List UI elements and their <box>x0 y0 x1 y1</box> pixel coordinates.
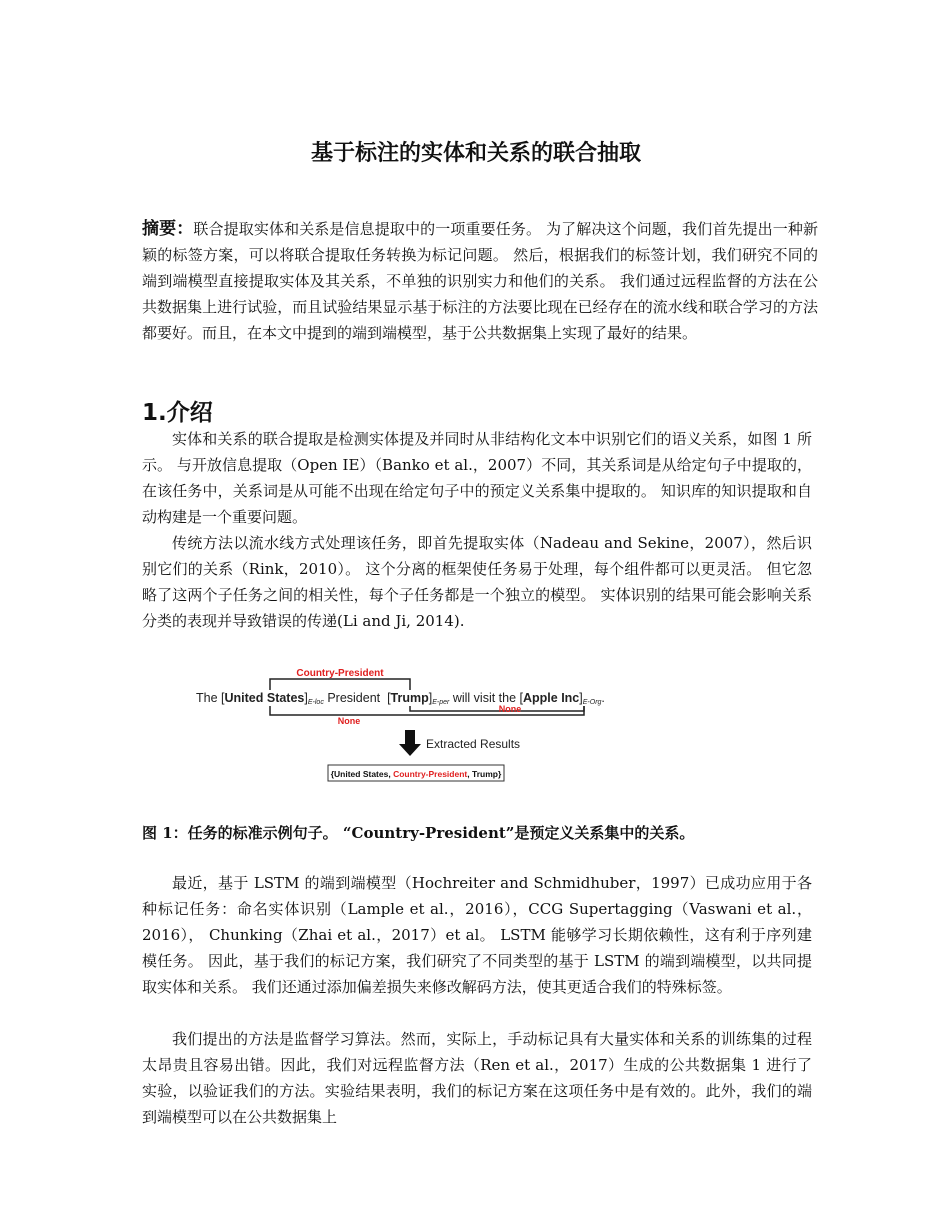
none-label-1: None <box>337 716 361 726</box>
none-label-2: None <box>498 704 522 714</box>
page-title: 基于标注的实体和关系的联合抽取 <box>310 141 641 166</box>
arrow-label: Extracted Results <box>426 737 521 751</box>
paragraph-3: 最近，基于 LSTM 的端到端模型（Hochreiter and Schmidhuber，1997）已成功应用于各种标记任务：命名实体识别（Lample et al.，2016），CCG Supertagging（Vaswani et al.，2016）， Chunking（Zhai et al.，2017）et al。 LSTM 能够学习长期依赖性，这有利于序列建模任务。 因此，基于我们的标记方案，我们研究了不同类型的基于 LSTM 的端到端模型，以共同提取实体和关系。 我们还通过添加偏差损失来修改解码方法，使其更适合我们的特殊标签。 <box>142 874 812 996</box>
relation-label: Country-President <box>296 668 384 679</box>
down-arrow-icon <box>399 730 421 756</box>
extracted-result: {United States, Country-President, Trump} <box>330 769 502 779</box>
paragraph-4: 我们提出的方法是监督学习算法。然而，实际上，手动标记具有大量实体和关系的训练集的过程太昂贵且容易出错。因此，我们对远程监督方法（Ren et al.，2017）生成的公共数据集 1 进行了实验，以验证我们的方法。实验结果表明，我们的标记方案在这项任务中是有效的。此外，我们的端到端模型可以在公共数据集上 <box>142 1030 812 1126</box>
figure-caption: 图 1：任务的标准示例句子。 “Country-President”是预定义关系集中的关系。 <box>142 824 695 842</box>
figure-svg <box>192 664 652 784</box>
abstract-text: 联合提取实体和关系是信息提取中的一项重要任务。 为了解决这个问题，我们首先提出一种新颖的标签方案，可以将联合提取任务转换为标记问题。 然后，根据我们的标签计划，我们研究不同的端到端模型直接提取实体及其关系，不单独的识别实力和他们的关系。 我们通过远程监督的方法在公共数据集上进行试验，而且试验结果显示基于标注的方法要比现在已经存在的流水线和联合学习的方法都要好。而且，在本文中提到的端到端模型，基于公共数据集上实现了最好的结果。 <box>142 220 818 342</box>
paragraph-2: 传统方法以流水线方式处理该任务，即首先提取实体（Nadeau and Sekine，2007），然后识别它们的关系（Rink，2010）。 这个分离的框架使任务易于处理，每个组件都可以更灵活。 但它忽略了这两个子任务之间的相关性，每个子任务都是一个独立的模型。 实体识别的结果可能会影响关系分类的表现并导致错误的传递(Li and Ji, 2014). <box>142 534 812 630</box>
figure-1 <box>192 664 652 784</box>
example-sentence: The [United States]E-loc President [Trump]E-per will visit the [Apple Inc]E-Org. <box>196 691 605 706</box>
abstract-label: 摘要： <box>142 219 194 239</box>
paragraph-1: 实体和关系的联合提取是检测实体提及并同时从非结构化文本中识别它们的语义关系，如图 1 所示。 与开放信息提取（Open IE）（Banko et al.，2007）不同，其关系词是从给定句子中提取的，在该任务中，关系词是从可能不出现在给定句子中的预定义关系集中提取的。 知识库的知识提取和自动构建是一个重要问题。 <box>142 430 812 526</box>
relation-bracket-none-2 <box>410 706 584 711</box>
relation-bracket-top <box>270 679 410 690</box>
abstract <box>142 216 818 346</box>
section-heading: 1.介绍 <box>142 400 213 426</box>
